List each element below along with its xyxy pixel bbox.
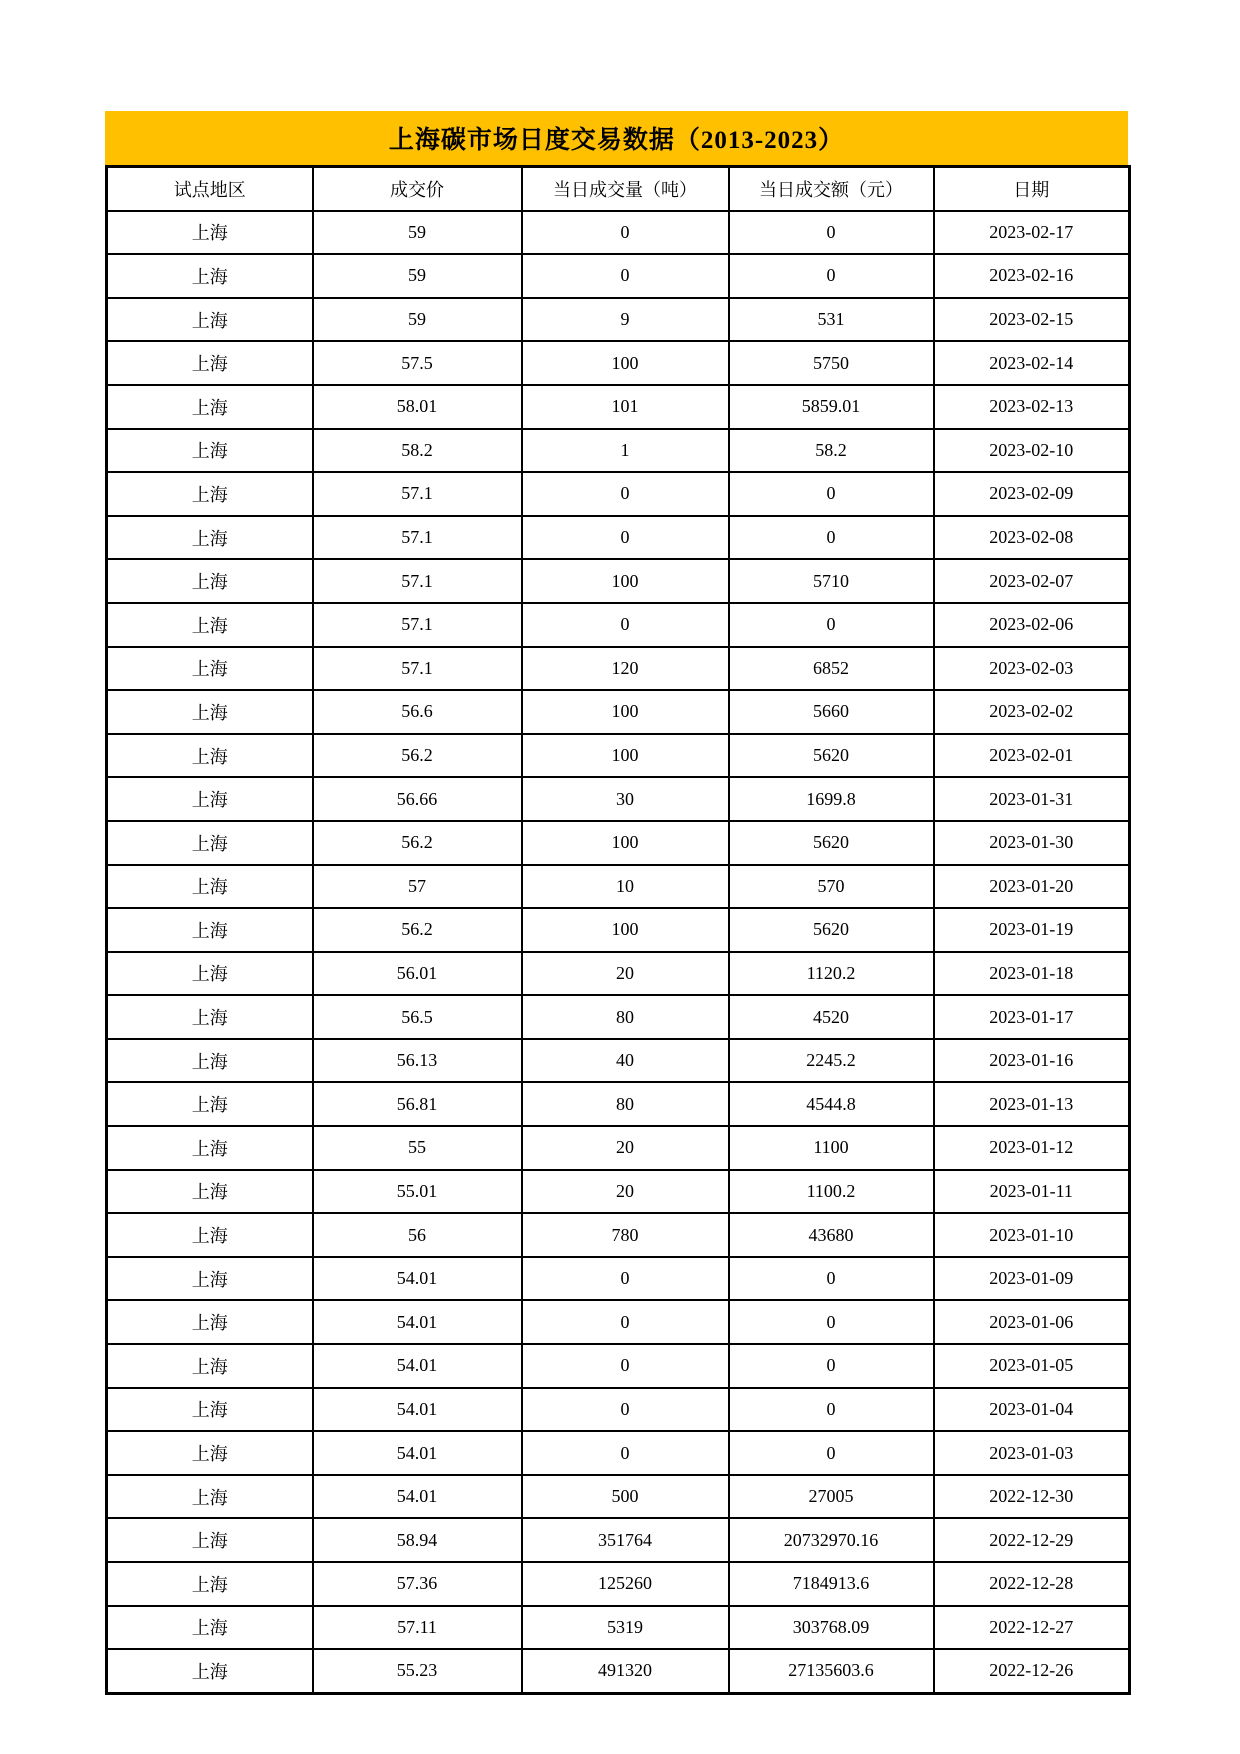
- cell-date: 2023-01-04: [934, 1388, 1130, 1432]
- cell-date: 2023-02-06: [934, 603, 1130, 647]
- cell-turnover: 531: [729, 298, 934, 342]
- cell-volume: 20: [522, 952, 729, 996]
- cell-volume: 0: [522, 211, 729, 255]
- cell-region: 上海: [107, 385, 313, 429]
- cell-price: 54.01: [313, 1388, 522, 1432]
- cell-date: 2023-02-08: [934, 516, 1130, 560]
- cell-turnover: 1120.2: [729, 952, 934, 996]
- cell-date: 2023-02-13: [934, 385, 1130, 429]
- cell-volume: 0: [522, 1344, 729, 1388]
- cell-region: 上海: [107, 254, 313, 298]
- cell-region: 上海: [107, 516, 313, 560]
- table-row: [107, 1649, 1130, 1693]
- cell-volume: 100: [522, 341, 729, 385]
- cell-volume: 0: [522, 472, 729, 516]
- table-row: [107, 559, 1130, 603]
- cell-date: 2023-02-09: [934, 472, 1130, 516]
- table-row: [107, 254, 1130, 298]
- table-row: [107, 1126, 1130, 1170]
- table-row: [107, 298, 1130, 342]
- table-row: [107, 1257, 1130, 1301]
- cell-turnover: 58.2: [729, 429, 934, 473]
- cell-turnover: 0: [729, 1344, 934, 1388]
- cell-region: 上海: [107, 298, 313, 342]
- cell-price: 57.36: [313, 1562, 522, 1606]
- cell-date: 2023-02-16: [934, 254, 1130, 298]
- cell-region: 上海: [107, 1126, 313, 1170]
- cell-price: 54.01: [313, 1475, 522, 1519]
- cell-turnover: 0: [729, 254, 934, 298]
- cell-date: 2023-02-02: [934, 690, 1130, 734]
- cell-turnover: 570: [729, 865, 934, 909]
- cell-price: 57.1: [313, 559, 522, 603]
- table-row: [107, 821, 1130, 865]
- cell-turnover: 5620: [729, 821, 934, 865]
- cell-date: 2022-12-26: [934, 1649, 1130, 1693]
- cell-volume: 100: [522, 690, 729, 734]
- cell-date: 2023-01-30: [934, 821, 1130, 865]
- table-row: [107, 385, 1130, 429]
- cell-price: 58.2: [313, 429, 522, 473]
- cell-volume: 1: [522, 429, 729, 473]
- cell-volume: 351764: [522, 1518, 729, 1562]
- cell-region: 上海: [107, 603, 313, 647]
- table-row: [107, 734, 1130, 778]
- cell-price: 57.1: [313, 516, 522, 560]
- cell-region: 上海: [107, 690, 313, 734]
- cell-region: 上海: [107, 1431, 313, 1475]
- cell-price: 57.1: [313, 647, 522, 691]
- cell-price: 56.81: [313, 1082, 522, 1126]
- cell-turnover: 20732970.16: [729, 1518, 934, 1562]
- cell-volume: 0: [522, 1300, 729, 1344]
- cell-turnover: 0: [729, 1300, 934, 1344]
- cell-turnover: 0: [729, 211, 934, 255]
- table-row: [107, 1170, 1130, 1214]
- cell-turnover: 5620: [729, 734, 934, 778]
- cell-turnover: 4544.8: [729, 1082, 934, 1126]
- cell-volume: 120: [522, 647, 729, 691]
- cell-date: 2023-01-09: [934, 1257, 1130, 1301]
- table-row: [107, 472, 1130, 516]
- cell-turnover: 7184913.6: [729, 1562, 934, 1606]
- cell-region: 上海: [107, 559, 313, 603]
- cell-volume: 0: [522, 516, 729, 560]
- cell-region: 上海: [107, 777, 313, 821]
- cell-region: 上海: [107, 1300, 313, 1344]
- table-row: [107, 1431, 1130, 1475]
- cell-date: 2022-12-28: [934, 1562, 1130, 1606]
- trading-data-table: [105, 165, 1131, 1695]
- cell-price: 56.2: [313, 734, 522, 778]
- table-row: [107, 647, 1130, 691]
- cell-date: 2023-02-15: [934, 298, 1130, 342]
- cell-region: 上海: [107, 341, 313, 385]
- cell-price: 57.11: [313, 1606, 522, 1650]
- table-row: [107, 952, 1130, 996]
- cell-turnover: 27005: [729, 1475, 934, 1519]
- cell-price: 56.5: [313, 995, 522, 1039]
- cell-turnover: 0: [729, 1431, 934, 1475]
- table-row: [107, 1039, 1130, 1083]
- cell-region: 上海: [107, 1475, 313, 1519]
- cell-date: 2023-01-20: [934, 865, 1130, 909]
- cell-turnover: 43680: [729, 1213, 934, 1257]
- column-header-price: 成交价: [313, 167, 522, 211]
- cell-date: 2023-02-07: [934, 559, 1130, 603]
- cell-region: 上海: [107, 1562, 313, 1606]
- cell-region: 上海: [107, 211, 313, 255]
- cell-region: 上海: [107, 1039, 313, 1083]
- cell-turnover: 1100: [729, 1126, 934, 1170]
- cell-price: 57: [313, 865, 522, 909]
- cell-volume: 500: [522, 1475, 729, 1519]
- cell-date: 2023-01-05: [934, 1344, 1130, 1388]
- cell-date: 2023-02-17: [934, 211, 1130, 255]
- cell-region: 上海: [107, 1649, 313, 1693]
- cell-price: 56.13: [313, 1039, 522, 1083]
- column-header-region: 试点地区: [107, 167, 313, 211]
- cell-date: 2023-01-16: [934, 1039, 1130, 1083]
- cell-date: 2023-01-10: [934, 1213, 1130, 1257]
- cell-volume: 101: [522, 385, 729, 429]
- cell-volume: 100: [522, 559, 729, 603]
- cell-volume: 5319: [522, 1606, 729, 1650]
- cell-region: 上海: [107, 429, 313, 473]
- sheet-title: 上海碳市场日度交易数据（2013-2023）: [105, 111, 1128, 165]
- cell-price: 59: [313, 298, 522, 342]
- cell-turnover: 1699.8: [729, 777, 934, 821]
- cell-region: 上海: [107, 1082, 313, 1126]
- cell-region: 上海: [107, 1518, 313, 1562]
- cell-turnover: 2245.2: [729, 1039, 934, 1083]
- cell-price: 56.2: [313, 908, 522, 952]
- cell-turnover: 5620: [729, 908, 934, 952]
- table-row: [107, 1388, 1130, 1432]
- table-row: [107, 516, 1130, 560]
- cell-turnover: 5750: [729, 341, 934, 385]
- cell-volume: 100: [522, 821, 729, 865]
- cell-price: 57.1: [313, 472, 522, 516]
- table-row: [107, 603, 1130, 647]
- cell-price: 55: [313, 1126, 522, 1170]
- cell-region: 上海: [107, 865, 313, 909]
- cell-region: 上海: [107, 1388, 313, 1432]
- cell-region: 上海: [107, 995, 313, 1039]
- cell-turnover: 303768.09: [729, 1606, 934, 1650]
- cell-price: 54.01: [313, 1344, 522, 1388]
- cell-volume: 20: [522, 1170, 729, 1214]
- table-row: [107, 341, 1130, 385]
- cell-turnover: 5859.01: [729, 385, 934, 429]
- cell-date: 2023-01-19: [934, 908, 1130, 952]
- cell-turnover: 0: [729, 603, 934, 647]
- cell-volume: 10: [522, 865, 729, 909]
- cell-turnover: 5710: [729, 559, 934, 603]
- cell-volume: 0: [522, 1431, 729, 1475]
- cell-volume: 0: [522, 254, 729, 298]
- cell-price: 58.01: [313, 385, 522, 429]
- cell-date: 2022-12-27: [934, 1606, 1130, 1650]
- cell-region: 上海: [107, 1257, 313, 1301]
- cell-date: 2023-02-03: [934, 647, 1130, 691]
- cell-price: 59: [313, 211, 522, 255]
- cell-date: 2023-01-11: [934, 1170, 1130, 1214]
- cell-price: 56: [313, 1213, 522, 1257]
- cell-date: 2023-02-10: [934, 429, 1130, 473]
- table-row: [107, 1475, 1130, 1519]
- table-row: [107, 777, 1130, 821]
- cell-price: 56.01: [313, 952, 522, 996]
- cell-volume: 30: [522, 777, 729, 821]
- table-row: [107, 865, 1130, 909]
- cell-volume: 80: [522, 995, 729, 1039]
- cell-region: 上海: [107, 908, 313, 952]
- cell-region: 上海: [107, 952, 313, 996]
- table-row: [107, 211, 1130, 255]
- cell-date: 2023-01-17: [934, 995, 1130, 1039]
- cell-region: 上海: [107, 472, 313, 516]
- cell-price: 56.2: [313, 821, 522, 865]
- cell-turnover: 4520: [729, 995, 934, 1039]
- cell-turnover: 0: [729, 1257, 934, 1301]
- cell-price: 56.66: [313, 777, 522, 821]
- cell-turnover: 0: [729, 1388, 934, 1432]
- cell-price: 54.01: [313, 1257, 522, 1301]
- table-row: [107, 1344, 1130, 1388]
- cell-date: 2023-01-31: [934, 777, 1130, 821]
- cell-region: 上海: [107, 1344, 313, 1388]
- cell-volume: 40: [522, 1039, 729, 1083]
- table-row: [107, 1082, 1130, 1126]
- cell-turnover: 6852: [729, 647, 934, 691]
- cell-date: 2023-02-01: [934, 734, 1130, 778]
- table-row: [107, 1300, 1130, 1344]
- cell-turnover: 0: [729, 516, 934, 560]
- data-sheet: [105, 111, 1128, 1695]
- cell-region: 上海: [107, 1213, 313, 1257]
- table-row: [107, 1562, 1130, 1606]
- cell-date: 2023-01-03: [934, 1431, 1130, 1475]
- cell-date: 2023-02-14: [934, 341, 1130, 385]
- cell-region: 上海: [107, 821, 313, 865]
- column-header-volume: 当日成交量（吨）: [522, 167, 729, 211]
- cell-date: 2023-01-18: [934, 952, 1130, 996]
- cell-price: 54.01: [313, 1431, 522, 1475]
- cell-volume: 20: [522, 1126, 729, 1170]
- cell-volume: 80: [522, 1082, 729, 1126]
- cell-price: 55.01: [313, 1170, 522, 1214]
- table-row: [107, 1518, 1130, 1562]
- cell-price: 56.6: [313, 690, 522, 734]
- cell-volume: 0: [522, 1257, 729, 1301]
- table-body: [107, 211, 1130, 1694]
- cell-volume: 125260: [522, 1562, 729, 1606]
- cell-volume: 0: [522, 603, 729, 647]
- cell-turnover: 27135603.6: [729, 1649, 934, 1693]
- cell-date: 2023-01-06: [934, 1300, 1130, 1344]
- table-row: [107, 995, 1130, 1039]
- cell-region: 上海: [107, 647, 313, 691]
- cell-price: 58.94: [313, 1518, 522, 1562]
- cell-turnover: 1100.2: [729, 1170, 934, 1214]
- table-row: [107, 690, 1130, 734]
- cell-price: 57.1: [313, 603, 522, 647]
- column-header-turnover: 当日成交额（元）: [729, 167, 934, 211]
- cell-turnover: 5660: [729, 690, 934, 734]
- cell-volume: 9: [522, 298, 729, 342]
- cell-price: 54.01: [313, 1300, 522, 1344]
- table-row: [107, 1606, 1130, 1650]
- table-row: [107, 429, 1130, 473]
- cell-region: 上海: [107, 1170, 313, 1214]
- cell-turnover: 0: [729, 472, 934, 516]
- cell-volume: 100: [522, 734, 729, 778]
- cell-price: 59: [313, 254, 522, 298]
- column-header-date: 日期: [934, 167, 1130, 211]
- cell-price: 57.5: [313, 341, 522, 385]
- cell-region: 上海: [107, 1606, 313, 1650]
- cell-volume: 491320: [522, 1649, 729, 1693]
- cell-date: 2023-01-13: [934, 1082, 1130, 1126]
- cell-date: 2022-12-29: [934, 1518, 1130, 1562]
- cell-volume: 780: [522, 1213, 729, 1257]
- cell-volume: 0: [522, 1388, 729, 1432]
- header-row: [107, 167, 1130, 211]
- cell-region: 上海: [107, 734, 313, 778]
- table-row: [107, 1213, 1130, 1257]
- cell-price: 55.23: [313, 1649, 522, 1693]
- cell-volume: 100: [522, 908, 729, 952]
- cell-date: 2022-12-30: [934, 1475, 1130, 1519]
- table-row: [107, 908, 1130, 952]
- cell-date: 2023-01-12: [934, 1126, 1130, 1170]
